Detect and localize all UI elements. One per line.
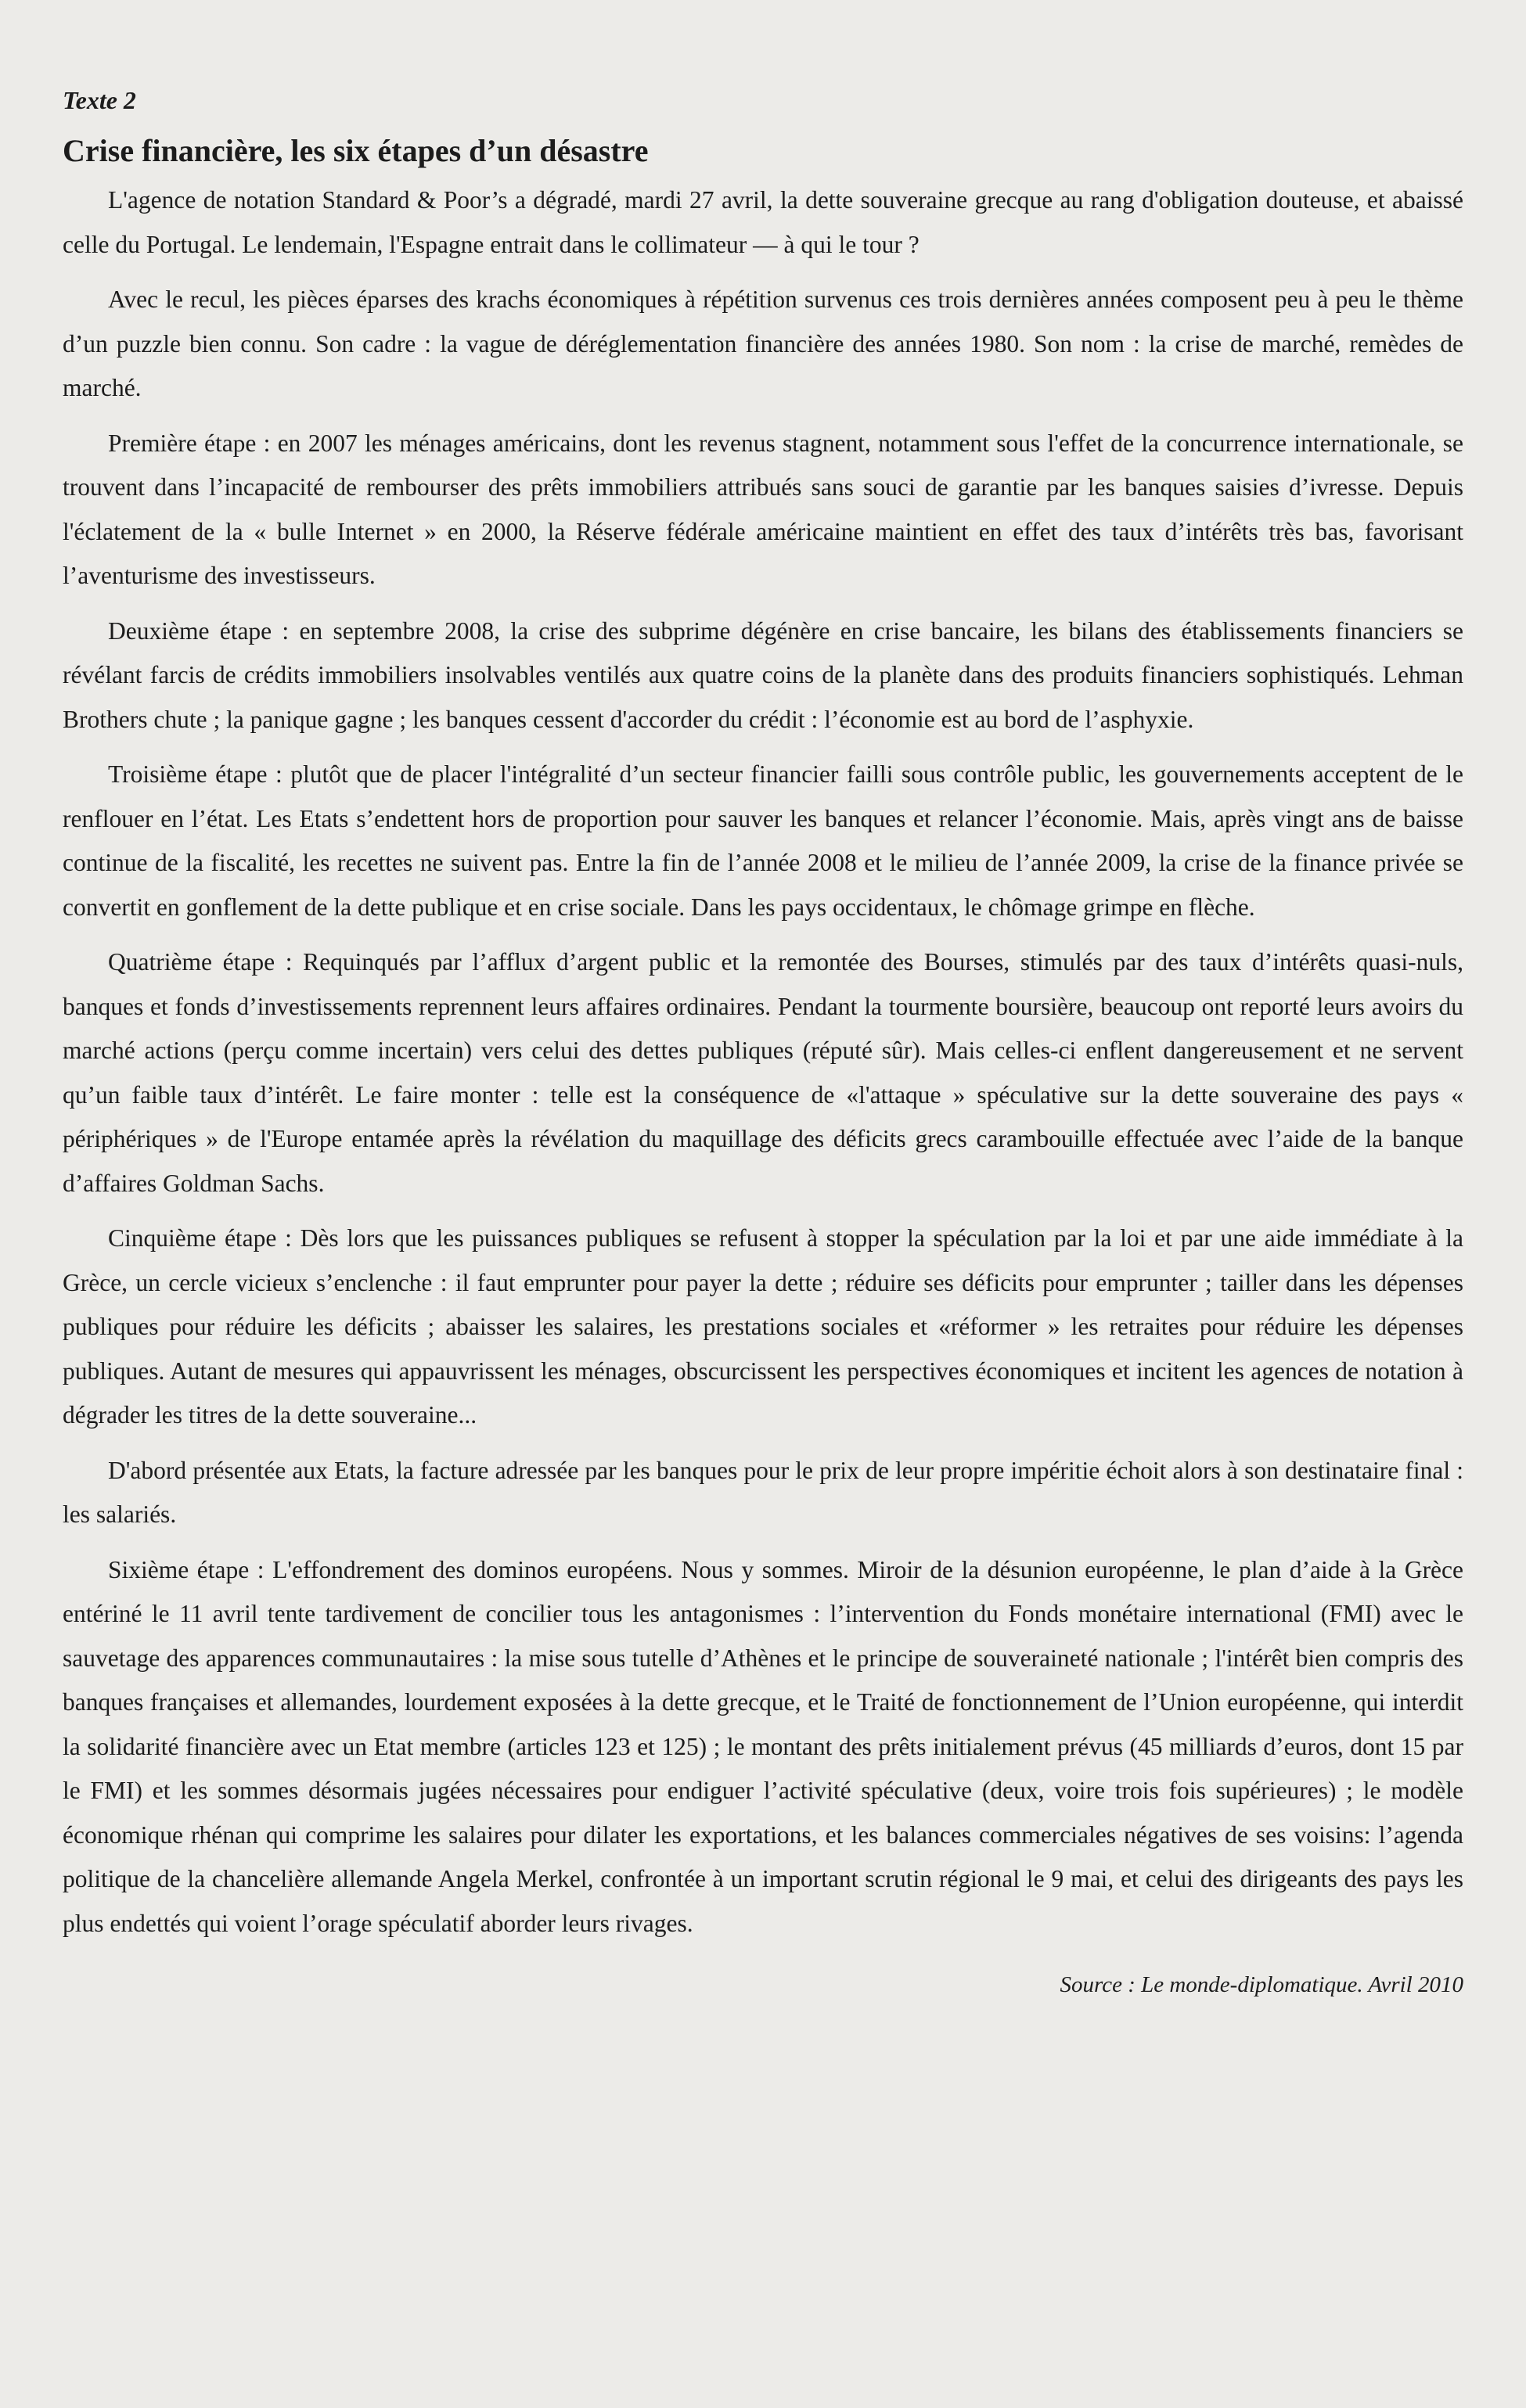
paragraph: L'agence de notation Standard & Poor’s a dégradé, mardi 27 avril, la dette souveraine grecque au rang d'obligation douteuse, et abaissé celle du Portugal. Le lendemain, l'Espagne entrait dans le collimateur — à qui le tour ? (63, 186, 1463, 258)
paragraph: Avec le recul, les pièces éparses des krachs économiques à répétition survenus ces trois dernières années composent peu à peu le thème d’un puzzle bien connu. Son cadre : la vague de déréglementation financière des années 1980. Son nom : la crise de marché, remèdes de marché. (63, 286, 1463, 401)
paragraph: Quatrième étape : Requinqués par l’afflux d’argent public et la remontée des Bourses, stimulés par des taux d’intérêts quasi-nuls, banques et fonds d’investissements reprennent leurs affaires ordinaires. Pendant la tourmente boursière, beaucoup ont reporté leurs avoirs du marché actions (perçu comme incertain) vers celui des dettes publiques (réputé sûr). Mais celles-ci enflent dangereusement et ne servent qu’un faible taux d’intérêt. Le faire monter : telle est la conséquence de «l'attaque » spéculative sur la dette souveraine des pays « périphériques » de l'Europe entamée après la révélation du maquillage des déficits grecs carambouille effectuée avec l’aide de la banque d’affaires Goldman Sachs. (63, 948, 1463, 1197)
paragraph: Troisième étape : plutôt que de placer l'intégralité d’un secteur financier failli sous contrôle public, les gouvernements acceptent de le renflouer en l’état. Les Etats s’endettent hors de proportion pour sauver les banques et relancer l’économie. Mais, après vingt ans de baisse continue de la fiscalité, les recettes ne suivent pas. Entre la fin de l’année 2008 et le milieu de l’année 2009, la crise de la finance privée se convertit en gonflement de la dette publique et en crise sociale. Dans les pays occidentaux, le chômage grimpe en flèche. (63, 760, 1463, 921)
paragraph: Première étape : en 2007 les ménages américains, dont les revenus stagnent, notamment sous l'effet de la concurrence internationale, se trouvent dans l’incapacité de rembourser des prêts immobiliers attribués sans souci de garantie par les banques saisies d’ivresse. Depuis l'éclatement de la « bulle Internet » en 2000, la Réserve fédérale américaine maintient en effet des taux d’intérêts très bas, favorisant l’aventurisme des investisseurs. (63, 429, 1463, 589)
source-citation: Source : Le monde-diplomatique. Avril 2010 (1060, 1972, 1463, 1997)
paragraph: Sixième étape : L'effondrement des dominos européens. Nous y sommes. Miroir de la désunion européenne, le plan d’aide à la Grèce entériné le 11 avril tente tardivement de concilier tous les antagonismes : l’intervention du Fonds monétaire international (FMI) avec le sauvetage des apparences communautaires : la mise sous tutelle d’Athènes et le principe de souveraineté nationale ; l'intérêt bien compris des banques françaises et allemandes, lourdement exposées à la dette grecque, et le Traité de fonctionnement de l’Union européenne, qui interdit la solidarité financière avec un Etat membre (articles 123 et 125) ; le montant des prêts initialement prévus (45 milliards d’euros, dont 15 par le FMI) et les sommes désormais jugées nécessaires pour endiguer l’activité spéculative (deux, voire trois fois supérieures) ; le modèle économique rhénan qui comprime les salaires pour dilater les exportations, et les balances commerciales négatives de ses voisins: l’agenda politique de la chancelière allemande Angela Merkel, confrontée à un important scrutin régional le 9 mai, et celui des dirigeants des pays les plus endettés qui voient l’orage spéculatif aborder leurs rivages. (63, 1555, 1463, 1937)
article-title: Crise financière, les six étapes d’un désastre (63, 133, 649, 168)
paragraph: Cinquième étape : Dès lors que les puissances publiques se refusent à stopper la spéculation par la loi et par une aide immédiate à la Grèce, un cercle vicieux s’enclenche : il faut emprunter pour payer la dette ; réduire ses déficits pour emprunter ; tailler dans les dépenses publiques pour réduire les déficits ; abaisser les salaires, les prestations sociales et «réformer » les retraites pour réduire les dépenses publiques. Autant de mesures qui appauvrissent les ménages, obscurcissent les perspectives économiques et incitent les agences de notation à dégrader les titres de la dette souveraine... (63, 1224, 1463, 1429)
document-content (63, 84, 1463, 2000)
text-label: Texte 2 (63, 86, 136, 114)
paragraph: Deuxième étape : en septembre 2008, la crise des subprime dégénère en crise bancaire, les bilans des établissements financiers se révélant farcis de crédits immobiliers insolvables ventilés aux quatre coins de la planète dans des produits financiers sophistiqués. Lehman Brothers chute ; la panique gagne ; les banques cessent d'accorder du crédit : l’économie est au bord de l’asphyxie. (63, 616, 1463, 733)
paragraph: D'abord présentée aux Etats, la facture adressée par les banques pour le prix de leur propre impéritie échoit alors à son destinataire final : les salariés. (63, 1456, 1463, 1528)
